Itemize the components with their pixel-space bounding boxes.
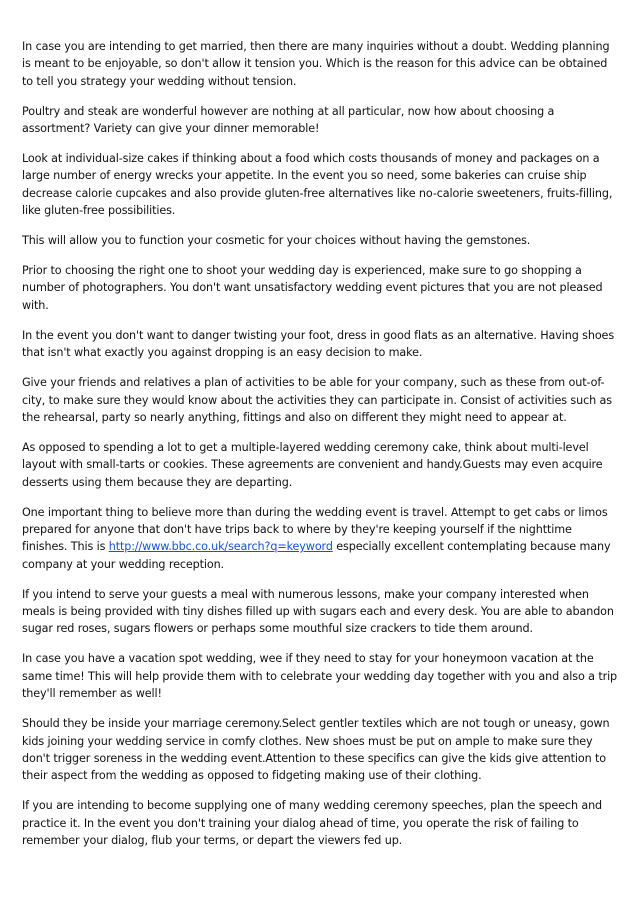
paragraph-9-text-after: especially excellent contemplating because many company at your wedding reception. [22, 540, 611, 571]
bbc-search-link[interactable]: http://www.bbc.co.uk/search?q=keyword [108, 540, 333, 554]
paragraph-4: This will allow you to function your cosmetic for your choices without having the gemstones. [22, 234, 531, 248]
paragraph-12: Should they be inside your marriage ceremony.Select gentler textiles which are not tough or uneasy, gown kids joining your wedding service in comfy clothes. New shoes must be put on ample to make sure they don't trigger soreness in the wedding event.Attention to these specifics can give the kids give attention to their aspect from the wedding as opposed to fidgeting making use of their clothing. [22, 717, 610, 783]
document-page [22, 38, 620, 862]
paragraph-9 [22, 504, 620, 574]
paragraph-6: In the event you don't want to danger twisting your foot, dress in good flats as an alternative. Having shoes that isn't what exactly you against dropping is an easy decision to make. [22, 328, 615, 360]
paragraph-7: Give your friends and relatives a plan of activities to be able for your company, such as these from out-of-city, to make sure they would know about the activities they can participate in. Consist of activities such as the rehearsal, party so nearly anything, fittings and also on different they might need to appear at. [22, 376, 612, 424]
paragraph-9-text-before: One important thing to believe more than during the wedding event is travel. Attempt to get cabs or limos prepared for anyone that don't have trips back to where by they're keeping yourself if the nighttime finishes. This is [22, 505, 608, 554]
paragraph-3: Look at individual-size cakes if thinking about a food which costs thousands of money and packages on a large number of energy wrecks your appetite. In the event you so need, some bakeries can cruise ship decrease calorie cupcakes and also provide gluten-free alternatives like no-calorie sweeteners, fruits-filling, like gluten-free possibilities. [22, 152, 613, 218]
paragraph-5: Prior to choosing the right one to shoot your wedding day is experienced, make sure to go shopping a number of photographers. You don't want unsatisfactory wedding event pictures that you are not pleased with. [22, 264, 603, 312]
paragraph-2: Poultry and steak are wonderful however are nothing at all particular, now how about choosing a assortment? Variety can give your dinner memorable! [22, 104, 555, 136]
paragraph-8: As opposed to spending a lot to get a multiple-layered wedding ceremony cake, think about multi-level layout with small-tarts or cookies. These agreements are convenient and handy.Guests may even acquire desserts using them because they are departing. [22, 440, 603, 489]
paragraph-10: If you intend to serve your guests a meal with numerous lessons, make your company interested when meals is being provided with tiny dishes filled up with sugars each and every desk. You are able to abandon sugar red roses, sugars flowers or perhaps some mouthful size crackers to tide them around. [22, 587, 614, 636]
paragraph-13: If you are intending to become supplying one of many wedding ceremony speeches, plan the speech and practice it. In the event you don't training your dialog ahead of time, you operate the risk of failing to remember your dialog, flub your terms, or depart the viewers fed up. [22, 799, 603, 848]
paragraph-11: In case you have a vacation spot wedding, wee if they need to stay for your honeymoon vacation at the same time! This will help provide them with to celebrate your wedding day together with you and also a trip they'll remember as well! [22, 652, 618, 701]
paragraph-1: In case you are intending to get married, then there are many inquiries without a doubt. Wedding planning is meant to be enjoyable, so don't allow it tension you. Which is the reason for this advice can be obtained to tell you strategy your wedding without tension. [22, 40, 610, 88]
